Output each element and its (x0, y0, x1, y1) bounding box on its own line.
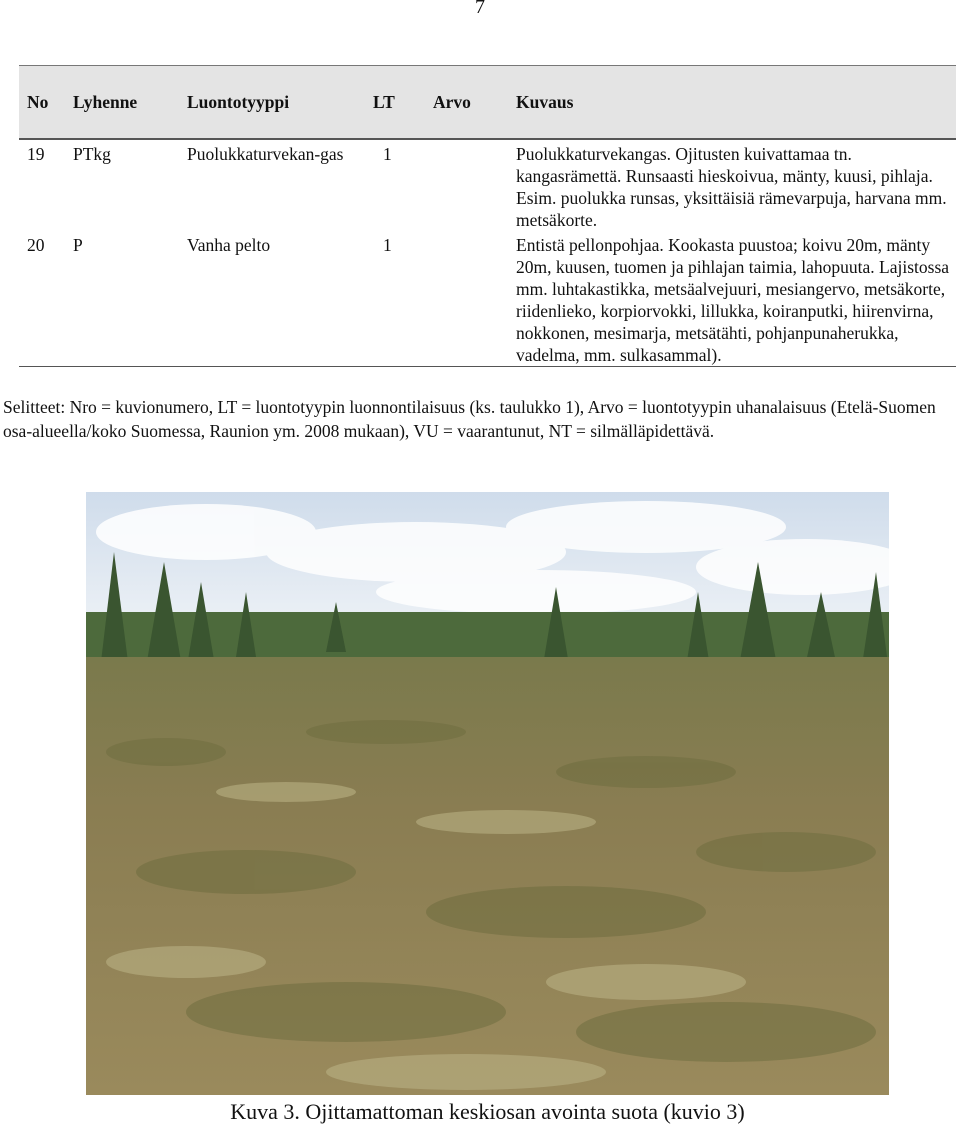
cell-arvo (425, 231, 508, 367)
figure-caption: Kuva 3. Ojittamattoman keskiosan avointa suota (kuvio 3) (230, 1099, 745, 1124)
table-header-row (19, 66, 956, 140)
habitat-table (19, 65, 956, 367)
cell-lt: 1 (365, 231, 425, 367)
table-notes: Selitteet: Nro = kuvionumero, LT = luontotyypin luonnontilaisuus (ks. taulukko 1), Arvo = luontotyypin uhanalaisuus (Etelä-Suomen osa-alueella/koko Suomessa, Raunion ym. 2008 mukaan), VU = vaarantunut, NT = silmälläpidettävä. (3, 397, 936, 441)
cell-no: 20 (19, 231, 65, 367)
table-row (19, 139, 956, 231)
header-habitat-type: Luontotyyppi (179, 66, 365, 140)
header-arvo: Arvo (425, 66, 508, 140)
cell-habitat-type: Puolukkaturvekan-gas (187, 144, 344, 164)
header-abbreviation: Lyhenne (65, 66, 179, 140)
cell-lt: 1 (383, 144, 392, 164)
cell-habitat-type: Vanha pelto (179, 231, 365, 367)
cell-no: 19 (27, 144, 45, 164)
bog-photo (86, 492, 889, 1095)
header-description: Kuvaus (508, 66, 956, 140)
header-no: No (19, 66, 65, 140)
table-row (19, 231, 956, 367)
cell-description: Puolukkaturvekangas. Ojitusten kuivattamaa tn. kangasrämettä. Runsaasti hieskoivua, mänty, kuusi, pihlaja. Esim. puolukka runsas, yksittäisiä rämevarpuja, harvana mm. metsäkorte. (516, 144, 947, 230)
cell-arvo (425, 139, 508, 231)
page-number: 7 (475, 0, 485, 18)
habitat-table-grid (19, 65, 956, 367)
cell-abbreviation: P (65, 231, 179, 367)
header-lt: LT (365, 66, 425, 140)
cell-abbreviation: PTkg (73, 144, 111, 164)
cell-description: Entistä pellonpohjaa. Kookasta puustoa; koivu 20m, mänty 20m, kuusen, tuomen ja pihlajan taimia, lahopuuta. Lajistossa mm. luhtakastikka, metsäalvejuuri, mesiangervo, metsäkorte, riidenlieko, korpiorvokki, lillukka, koiranputki, hiirenvirna, nokkonen, mesimarja, metsätähti, pohjanpunaherukka, vadelma, mm. sulkasammal). (508, 231, 956, 367)
bog-landscape-image (86, 492, 889, 1095)
